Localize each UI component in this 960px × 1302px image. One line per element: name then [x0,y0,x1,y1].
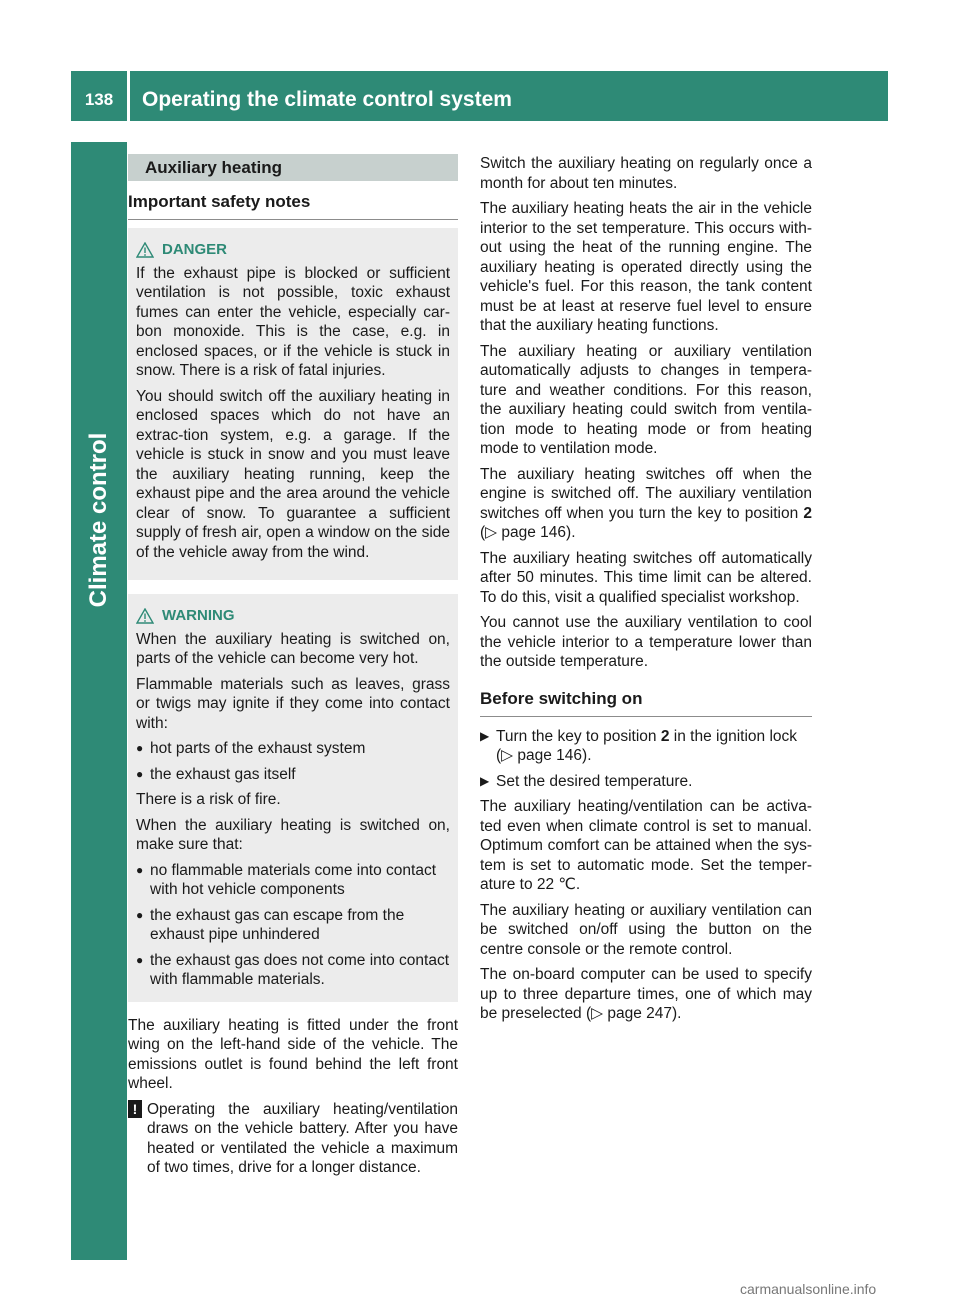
bullet-icon: ● [136,741,144,755]
subsection-title: Important safety notes [128,191,458,220]
step-item: ▶ Set the desired temperature. [480,772,693,790]
danger-label: DANGER [162,241,228,258]
list-item: ● hot parts of the exhaust system [136,740,366,757]
body-paragraph: The auxiliary heating or auxiliary ventilation automatically adjusts to changes in tempera-ture and weather conditions. For this reason, the auxiliary heating could switch from ventila-tion mode to heating mode or from heating mode to ventilation mode. [480,342,812,457]
warning-box [128,594,458,1002]
header-divider [127,71,130,121]
side-tab-label: Climate control [85,432,112,608]
page-reference[interactable]: (▷ page 146). [480,524,576,541]
list-item: ● no flammable materials come into contact with hot vehicle components [136,861,437,898]
warning-triangle-icon [136,608,154,624]
page-reference[interactable]: in the ignition lock (▷ page 146). [496,727,798,764]
note-text: Operating the auxiliary heating/ventilation draws on the vehicle battery. After you have heated or ventilated the vehicle a maximum of two times, drive for a longer distance. [147,1100,458,1176]
list-item: ● the exhaust gas can escape from the exhaust pipe unhindered [136,906,405,943]
page-number: 138 [84,90,114,109]
body-paragraph: The auxiliary heating heats the air in the vehicle interior to the set temperature. This occurs with-out using the heat of the running engine. The auxiliary heating is operated directly using the vehicle's fuel. For this reason, the tank content must be at least at reserve fuel level to ensure that the auxiliary heating functions. [480,200,812,334]
body-paragraph: The auxiliary heating switches off when the engine is switched off. The auxiliary ventilation switches off when you turn the key to position 2 (▷ page 146). [480,465,812,541]
warning-paragraph: There is a risk of fire. [136,791,281,808]
bullet-icon: ● [136,766,144,781]
right-column [480,154,812,1030]
body-paragraph: The auxiliary heating or auxiliary ventilation can be switched on/off using the button on the centre console or the remote control. [480,901,812,958]
body-paragraph: You cannot use the auxiliary ventilation to cool the vehicle interior to a temperature lower than the outside temperature. [480,614,812,670]
step-item: ▶ Turn the key to position 2 in the ignition lock (▷ page 146). [480,727,798,764]
page-title: Operating the climate control system [142,88,512,111]
step-arrow-icon: ▶ [480,773,490,788]
warning-label: WARNING [162,607,235,624]
bullet-icon: ● [136,862,144,877]
body-paragraph: The auxiliary heating/ventilation can be activa-ted even when climate control is set to manual. Optimum comfort can be attained when the sys-tem is set to automatic mode. Set the temper-ature to 22 ℃. [480,798,812,893]
bullet-icon: ● [136,907,144,922]
list-item: ● the exhaust gas itself [136,765,296,783]
body-paragraph: The auxiliary heating switches off automatically after 50 minutes. This time limit can be altered. To do this, visit a qualified specialist workshop. [480,549,812,606]
side-tab [71,142,127,1260]
warning-paragraph: Flammable materials such as leaves, grass or twigs may ignite if they come into contact with: [136,675,450,732]
bullet-icon: ● [136,952,144,967]
warning-header [136,606,450,626]
exclamation-icon: ! [128,1100,142,1118]
body-paragraph: The on-board computer can be used to specify up to three departure times, one of which may be preselected (▷ page 247). [480,966,812,1022]
list-item: ● the exhaust gas does not come into contact with flammable materials. [136,951,449,988]
section-title: Auxiliary heating [128,154,458,181]
body-paragraph: Switch the auxiliary heating on regularly once a month for about ten minutes. [480,155,812,192]
warning-triangle-icon [136,242,154,258]
warning-paragraph: When the auxiliary heating is switched on, parts of the vehicle can become very hot. [136,630,450,667]
subsection-title: Before switching on [480,688,812,717]
danger-paragraph: You should switch off the auxiliary heating in enclosed spaces which do not have an extrac-tion system, e.g. a garage. If the vehicle is stuck in snow and you must leave the auxiliary heating running, keep the exhaust pipe and the area around the vehicle clear of snow. To guarantee a sufficient supply of fresh air, open a window on the side of the vehicle away from the wind. [136,387,450,561]
step-arrow-icon: ▶ [480,728,490,743]
warning-paragraph: When the auxiliary heating is switched on, make sure that: [136,816,450,853]
danger-paragraph: If the exhaust pipe is blocked or sufficient ventilation is not possible, toxic exhaust fumes can enter the vehicle, especially car-bon monoxide. This is the case, e.g. in enclosed spaces, or if the vehicle is stuck in snow. There is a risk of fatal injuries. [136,264,450,379]
danger-box [128,228,458,580]
note [128,1100,458,1178]
watermark: carmanualsonline.info [740,1281,877,1297]
left-column [128,154,458,1178]
danger-header [136,240,450,260]
body-paragraph: The auxiliary heating is fitted under the front wing on the left-hand side of the vehicle. The emissions outlet is found behind the left front wheel. [128,1016,458,1092]
